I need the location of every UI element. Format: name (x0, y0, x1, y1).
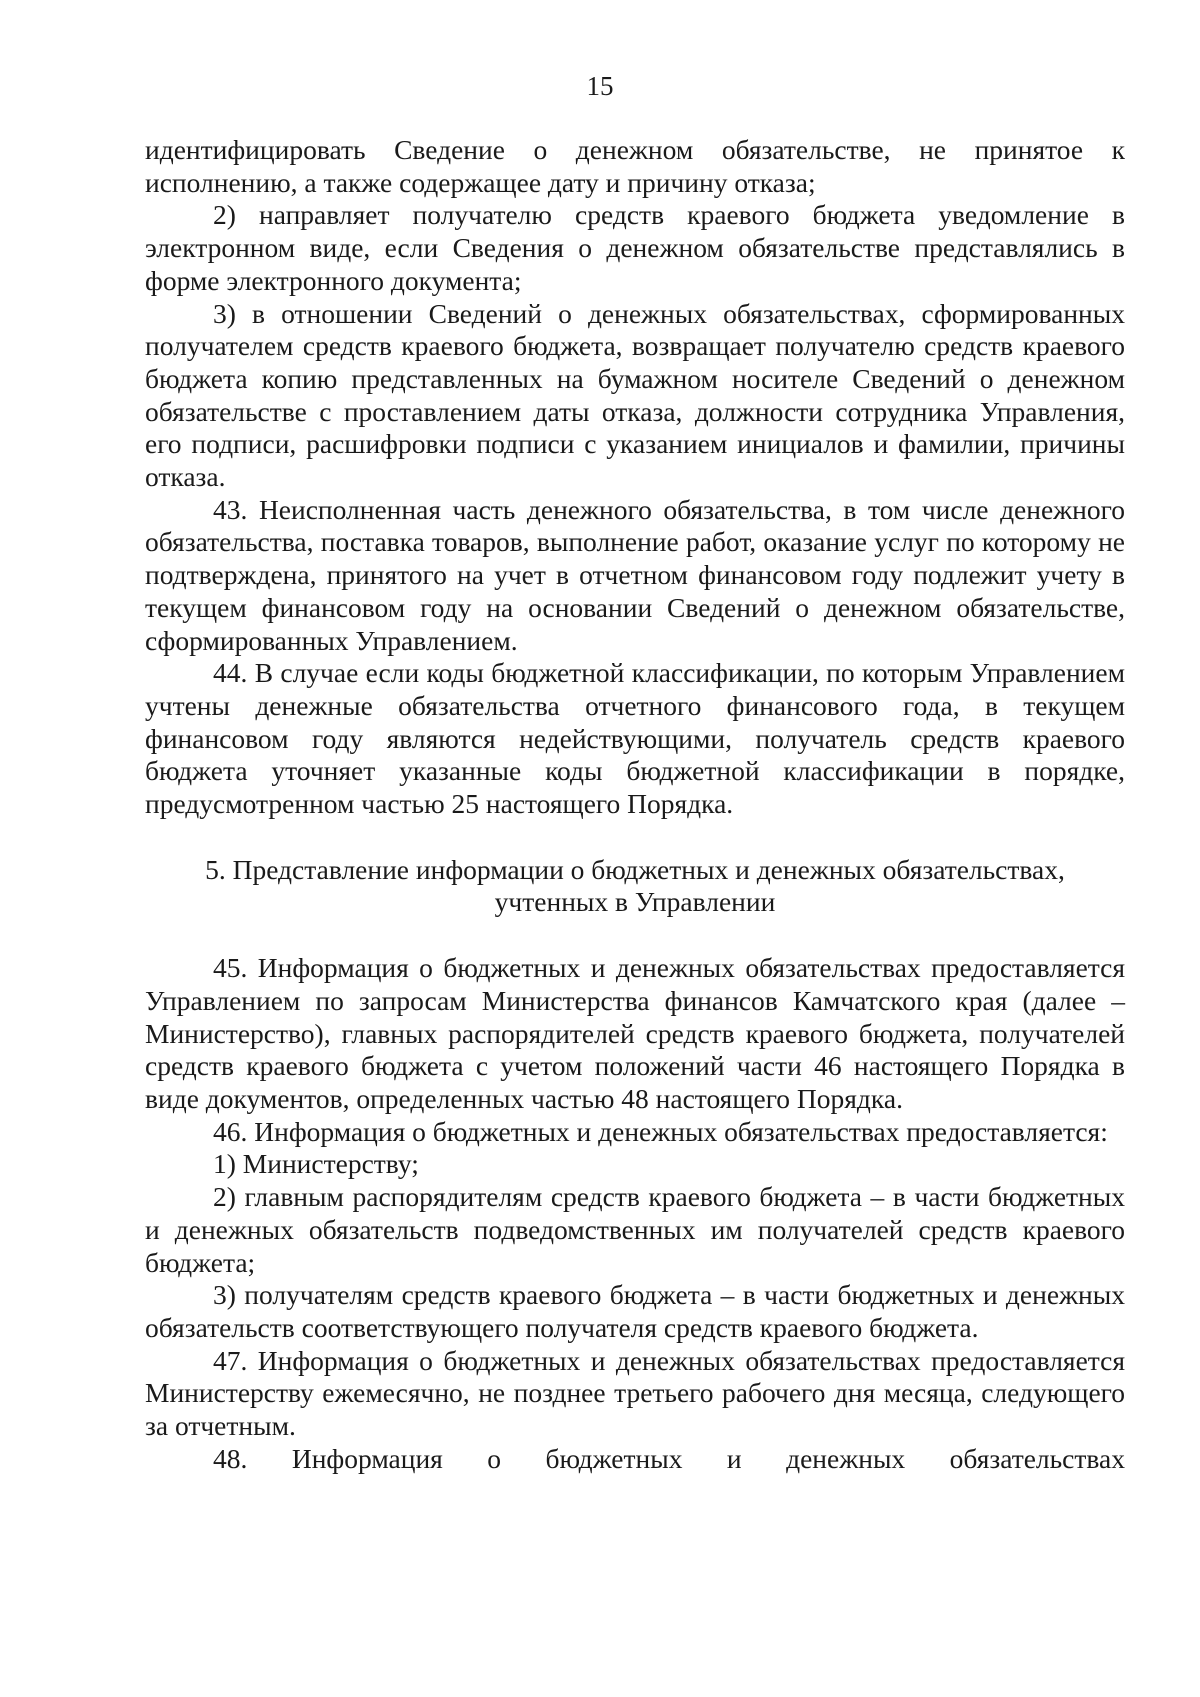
section-heading: 5. Представление информации о бюджетных и денежных обязательствах, учтенных в Управлении (205, 853, 1065, 918)
paragraph-46-item-3: 3) получателям средств краевого бюджета – в части бюджетных и денежных обязательств соответствующего получателя средств краевого бюджета. (145, 1279, 1125, 1343)
paragraph-47: 47. Информация о бюджетных и денежных обязательствах предоставляется Министерству ежемесячно, не позднее третьего рабочего дня месяца, следующего за отчетным. (145, 1344, 1125, 1442)
paragraph-44: 44. В случае если коды бюджетной классификации, по которым Управлением учтены денежные обязательства отчетного финансового года, в текущем финансовом году являются недействующими, получатель средств краевого бюджета уточняет указанные коды бюджетной классификации в порядке, предусмотренном частью 25 настоящего Порядка. (145, 657, 1125, 820)
paragraph-45: 45. Информация о бюджетных и денежных обязательствах предоставляется Управлением по запросам Министерства финансов Камчатского края (далее – Министерство), главных распорядителей средств краевого бюджета, получателей средств краевого бюджета с учетом положений части 46 настоящего Порядка в виде документов, определенных частью 48 настоящего Порядка. (145, 952, 1125, 1114)
paragraph-46: 46. Информация о бюджетных и денежных обязательствах предоставляется: (213, 1115, 1108, 1147)
paragraph-item-2: 2) направляет получателю средств краевого бюджета уведомление в электронном виде, если Сведения о денежном обязательстве представлялись в форме электронного документа; (145, 199, 1125, 296)
document-body (145, 134, 1125, 1475)
paragraph-item-3: 3) в отношении Сведений о денежных обязательствах, сформированных получателем средств краевого бюджета, возвращает получателю средств краевого бюджета копию представленных на бумажном носителе Сведений о денежном обязательстве с проставлением даты отказа, должности сотрудника Управления, его подписи, расшифровки подписи с указанием инициалов и фамилии, причины отказа. (145, 297, 1125, 493)
paragraph-46-item-2: 2) главным распорядителям средств краевого бюджета – в части бюджетных и денежных обязательств подведомственных им получателей средств краевого бюджета; (145, 1181, 1125, 1278)
paragraph-43: 43. Неисполненная часть денежного обязательства, в том числе денежного обязательства, поставка товаров, выполнение работ, оказание услуг по которому не подтверждена, принятого на учет в отчетном финансовом году подлежит учету в текущем финансовом году на основании Сведений о денежном обязательстве, сформированных Управлением. (145, 493, 1125, 656)
page-number: 15 (586, 71, 614, 101)
paragraph-46-item-1: 1) Министерству; (213, 1148, 419, 1180)
paragraph-continuation: идентифицировать Сведение о денежном обязательстве, не принятое к исполнению, а также содержащее дату и причину отказа; (145, 134, 1125, 198)
paragraph-48: 48. Информация о бюджетных и денежных обязательствах (213, 1442, 1125, 1474)
